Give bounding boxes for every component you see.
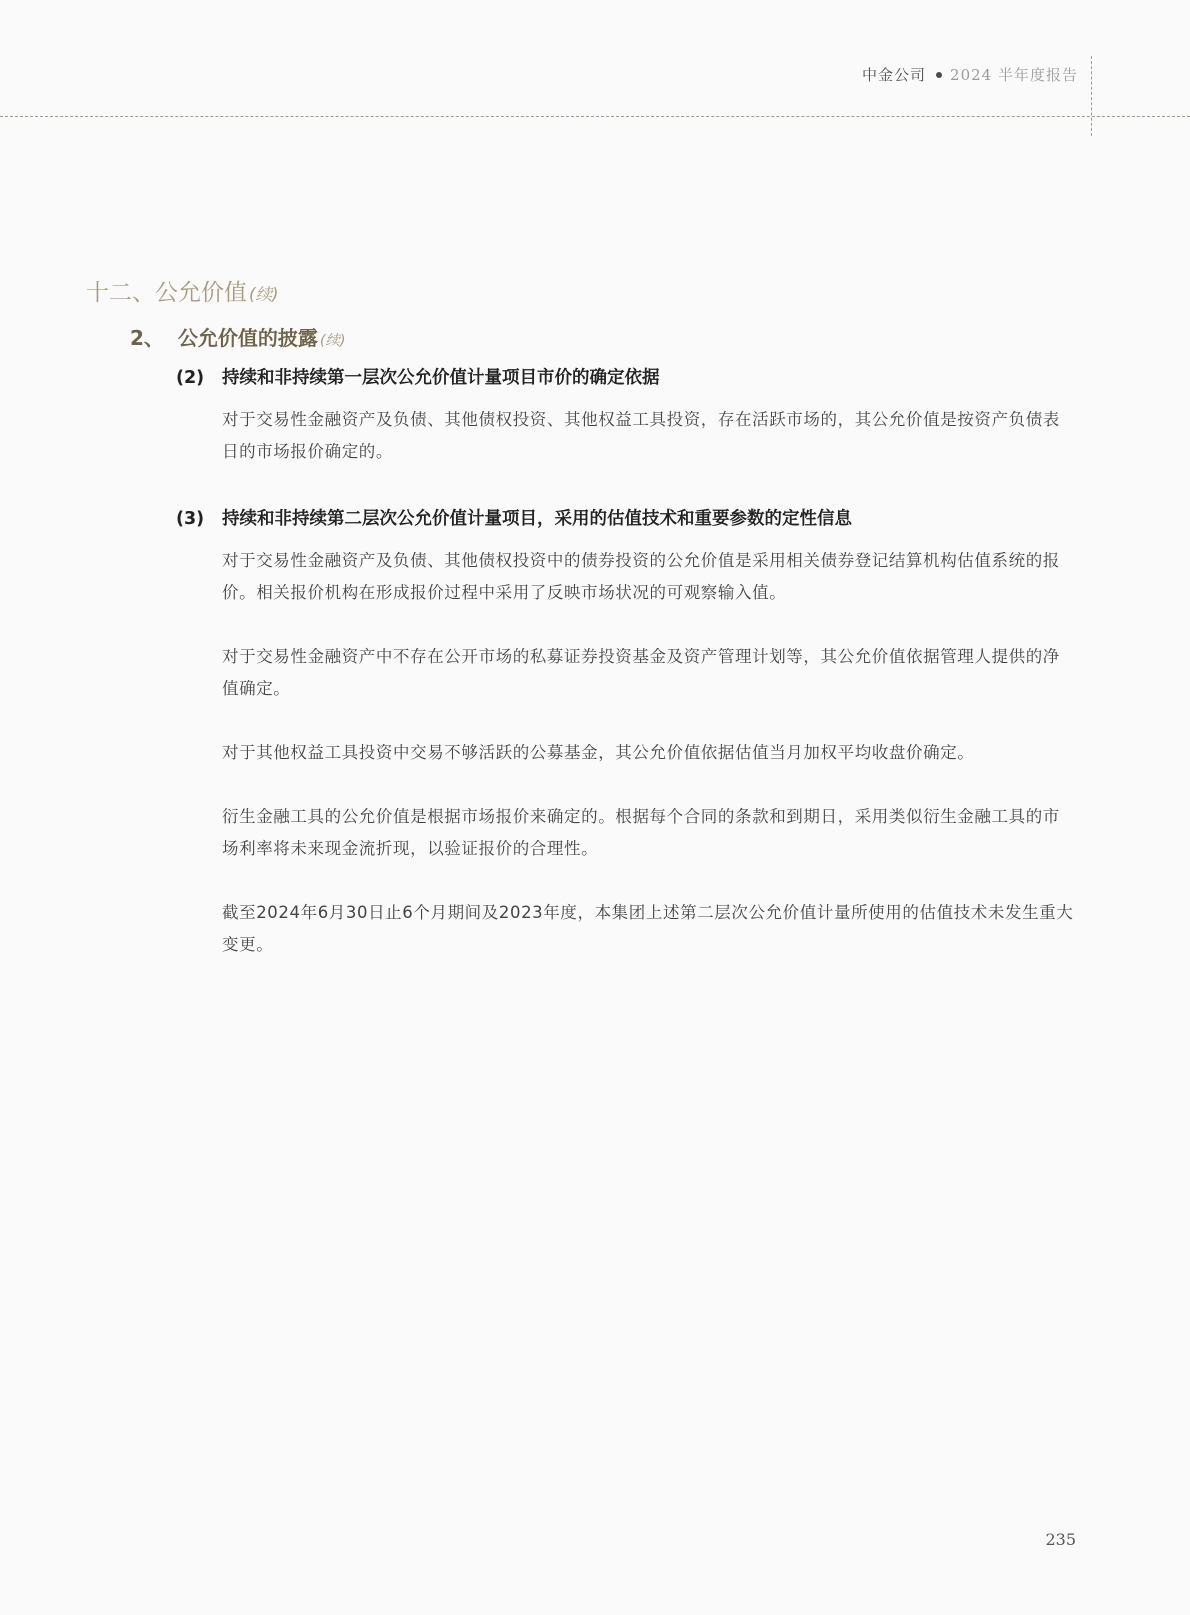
paragraph: 对于其他权益工具投资中交易不够活跃的公募基金，其公允价值依据估值当月加权平均收盘价确定。: [222, 743, 975, 762]
paragraph: 对于交易性金融资产中不存在公开市场的私募证券投资基金及资产管理计划等，其公允价值依据管理人提供的净值确定。: [222, 647, 1060, 698]
paragraph: 截至2024年6月30日止6个月期间及2023年度，本集团上述第二层次公允价值计量所使用的估值技术未发生重大变更。: [222, 903, 1074, 954]
header-report-title: 2024 半年度报告: [950, 66, 1078, 84]
section-title: [86, 274, 278, 307]
header-separator-dot: [936, 72, 942, 78]
header-dashed-rule: [0, 116, 1190, 117]
item-heading-text: 持续和非持续第二层次公允价值计量项目，采用的估值技术和重要参数的定性信息: [222, 509, 852, 529]
item-level-1-basis: [176, 364, 1076, 468]
item-heading: [176, 364, 1076, 392]
item-heading-text: 持续和非持续第一层次公允价值计量项目市价的确定依据: [222, 368, 660, 388]
page-number: 235: [1045, 1530, 1076, 1549]
subsection-number: 2、: [130, 326, 164, 350]
subsection-continued-label: (续): [319, 333, 346, 349]
header-company: 中金公司: [862, 66, 927, 84]
subsection-title: [130, 322, 346, 351]
section-title-text: 十二、公允价值: [86, 280, 247, 306]
item-marker: (2): [176, 368, 205, 388]
header-dashed-vertical-rule: [1091, 56, 1092, 136]
page-header: [862, 64, 1078, 85]
item-marker: (3): [176, 509, 205, 529]
paragraph: 对于交易性金融资产及负债、其他债权投资、其他权益工具投资，存在活跃市场的，其公允价值是按资产负债表日的市场报价确定的。: [222, 410, 1060, 461]
item-heading: [176, 505, 1076, 533]
section-continued-label: (续): [249, 285, 279, 304]
paragraph: 对于交易性金融资产及负债、其他债权投资中的债券投资的公允价值是采用相关债券登记结算机构估值系统的报价。相关报价机构在形成报价过程中采用了反映市场状况的可观察输入值。: [222, 551, 1060, 602]
item-level-2-valuation: [176, 505, 1076, 961]
subsection-title-text: 公允价值的披露: [177, 326, 318, 350]
paragraph: 衍生金融工具的公允价值是根据市场报价来确定的。根据每个合同的条款和到期日，采用类似衍生金融工具的市场利率将未来现金流折现，以验证报价的合理性。: [222, 807, 1060, 858]
